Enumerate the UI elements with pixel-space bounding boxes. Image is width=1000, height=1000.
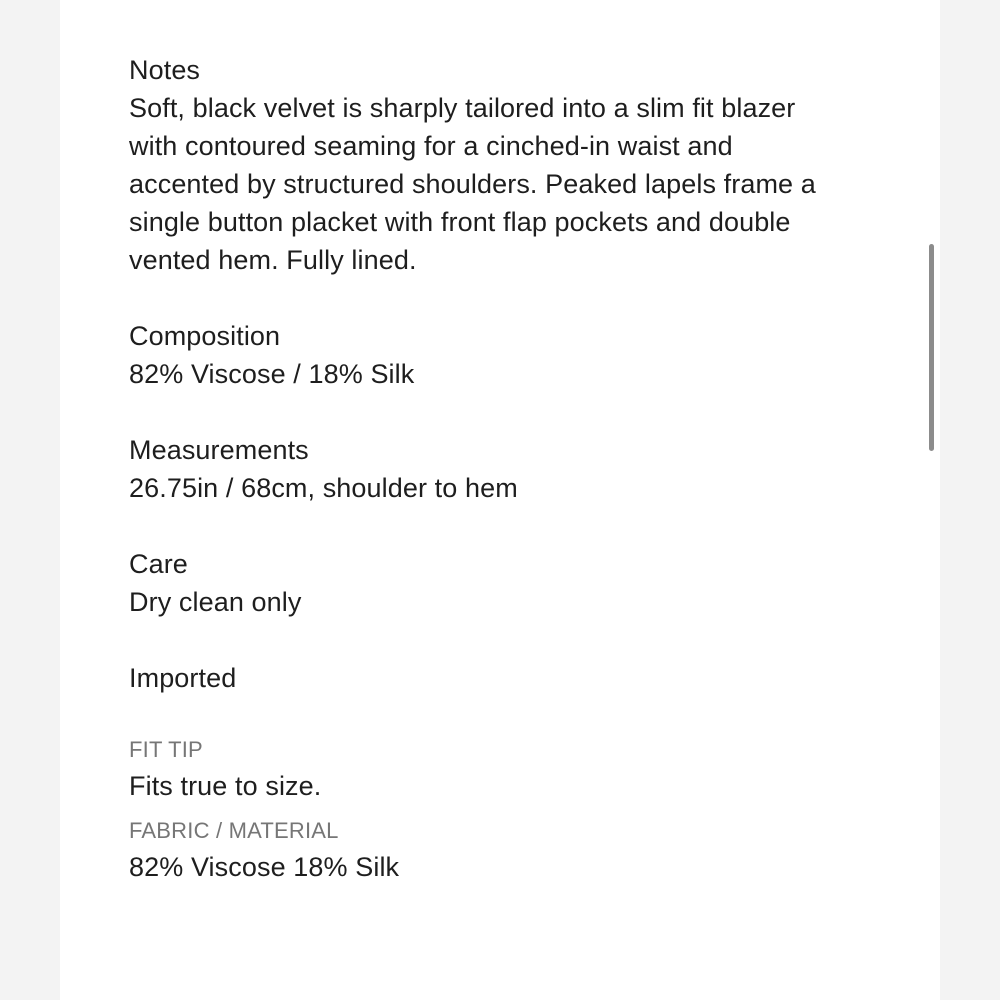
fabric-material-value: 82% Viscose 18% Silk — [129, 852, 400, 882]
composition-section — [129, 317, 849, 393]
vertical-scrollbar[interactable] — [929, 244, 934, 451]
measurements-value: 26.75in / 68cm, shoulder to hem — [129, 473, 518, 503]
care-section — [129, 545, 849, 621]
composition-value: 82% Viscose / 18% Silk — [129, 359, 415, 389]
measurements-section — [129, 431, 849, 507]
care-value: Dry clean only — [129, 587, 302, 617]
notes-body: Soft, black velvet is sharply tailored into a slim fit blazer with contoured seaming for a cinched-in waist and accented by structured shoulders. Peaked lapels frame a single button placket with front flap pockets and double vented hem. Fully lined. — [129, 93, 816, 275]
notes-section — [129, 51, 849, 279]
product-details-content — [129, 51, 849, 886]
care-heading: Care — [129, 549, 188, 579]
composition-heading: Composition — [129, 321, 281, 351]
fit-tip-label: FIT TIP — [129, 737, 203, 762]
fit-tip-value: Fits true to size. — [129, 771, 322, 801]
origin-value: Imported — [129, 663, 237, 693]
origin-section — [129, 659, 849, 697]
measurements-heading: Measurements — [129, 435, 309, 465]
fabric-material-label: FABRIC / MATERIAL — [129, 818, 339, 843]
notes-heading: Notes — [129, 55, 201, 85]
fabric-material-section — [129, 816, 849, 886]
fit-tip-section — [129, 735, 849, 805]
product-details-panel[interactable] — [60, 0, 940, 1000]
